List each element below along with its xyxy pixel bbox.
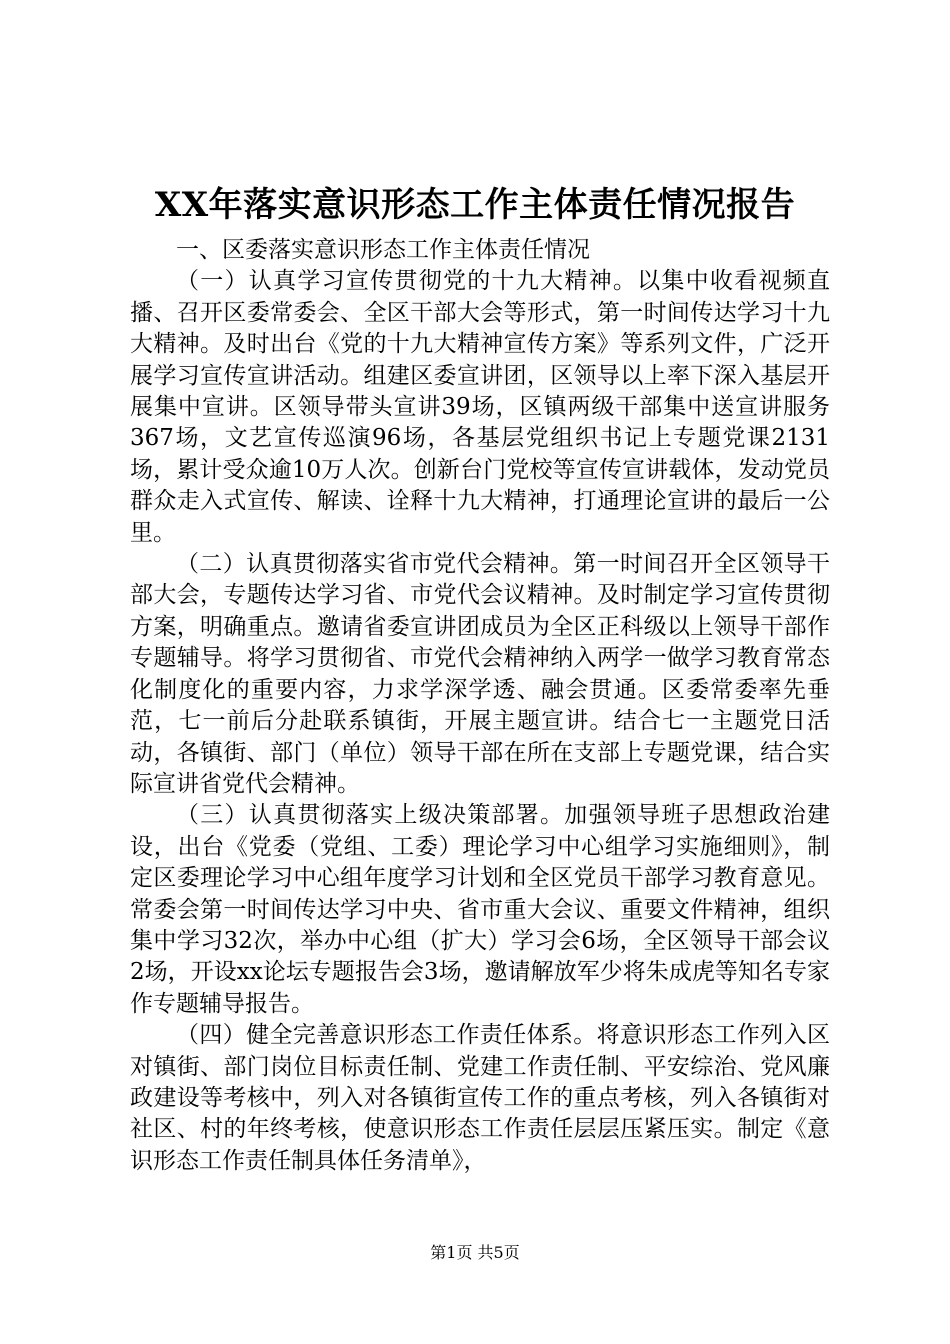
paragraph-3: （三）认真贯彻落实上级决策部署。加强领导班子思想政治建设，出台《党委（党组、工委）理论学习中心组学习实施细则》，制定区委理论学习中心组年度学习计划和全区党员干部学习教育意见。常委会第一时间传达学习中央、省市重大会议、重要文件精神，组织集中学习32次，举办中心组（扩大）学习会6场，全区领导干部会议2场，开设xx论坛专题报告会3场，邀请解放军少将朱成虎等知名专家作专题辅导报告。 bbox=[130, 802, 830, 1017]
document-body bbox=[130, 235, 830, 1177]
section-heading: 一、区委落实意识形态工作主体责任情况 bbox=[176, 237, 590, 263]
paragraph-4: （四）健全完善意识形态工作责任体系。将意识形态工作列入区对镇街、部门岗位目标责任制、党建工作责任制、平安综治、党风廉政建设等考核中，列入对各镇街宣传工作的重点考核，列入各镇街对社区、村的年终考核，使意识形态工作责任层层压紧压实。制定《意识形态工作责任制具体任务清单》， bbox=[130, 1022, 830, 1174]
document-title: XX年落实意识形态工作主体责任情况报告 bbox=[154, 185, 796, 225]
page-footer: 第1页 共5页 bbox=[430, 1243, 520, 1262]
paragraph-2: （二）认真贯彻落实省市党代会精神。第一时间召开全区领导干部大会，专题传达学习省、市党代会议精神。及时制定学习宣传贯彻方案，明确重点。邀请省委宣讲团成员为全区正科级以上领导干部作专题辅导。将学习贯彻省、市党代会精神纳入两学一做学习教育常态化制度化的重要内容，力求学深学透、融会贯通。区委常委率先垂范，七一前后分赴联系镇街，开展主题宣讲。结合七一主题党日活动，各镇街、部门（单位）领导干部在所在支部上专题党课，结合实际宣讲省党代会精神。 bbox=[130, 551, 830, 797]
paragraph-1: （一）认真学习宣传贯彻党的十九大精神。以集中收看视频直播、召开区委常委会、全区干部大会等形式，第一时间传达学习十九大精神。及时出台《党的十九大精神宣传方案》等系列文件，广泛开展学习宣传宣讲活动。组建区委宣讲团，区领导以上率下深入基层开展集中宣讲。区领导带头宣讲39场，区镇两级干部集中送宣讲服务367场，文艺宣传巡演96场，各基层党组织书记上专题党课2131场，累计受众逾10万人次。创新台门党校等宣传宣讲载体，发动党员群众走入式宣传、解读、诠释十九大精神，打通理论宣讲的最后一公里。 bbox=[130, 268, 830, 546]
